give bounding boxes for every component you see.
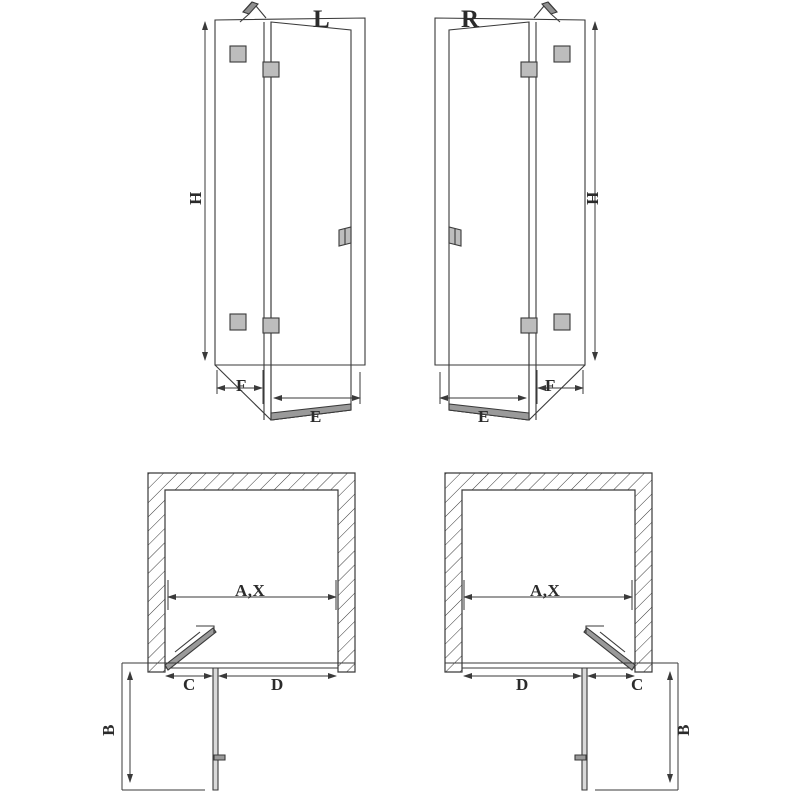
label-width-total-left: A,X: [235, 581, 266, 600]
label-fixed-right: F: [545, 376, 556, 395]
plan-view-left: [122, 473, 355, 790]
label-hand-left: L: [313, 6, 331, 33]
label-plan-d-left: D: [271, 675, 284, 694]
label-height-right: H: [582, 191, 602, 205]
label-plan-c-left: C: [183, 675, 196, 694]
label-fixed-left: F: [236, 376, 247, 395]
front-view-right: [435, 2, 585, 420]
plan-view-right: [445, 473, 678, 790]
label-door-right: E: [478, 407, 490, 426]
label-depth-left: B: [98, 724, 118, 736]
front-view-left: [215, 2, 365, 420]
label-plan-d-right: D: [516, 675, 529, 694]
label-plan-c-right: C: [631, 675, 644, 694]
label-height-left: H: [185, 191, 205, 205]
label-width-total-right: A,X: [530, 581, 561, 600]
label-depth-right: B: [673, 724, 693, 736]
label-door-left: E: [310, 407, 322, 426]
label-hand-right: R: [461, 6, 480, 33]
